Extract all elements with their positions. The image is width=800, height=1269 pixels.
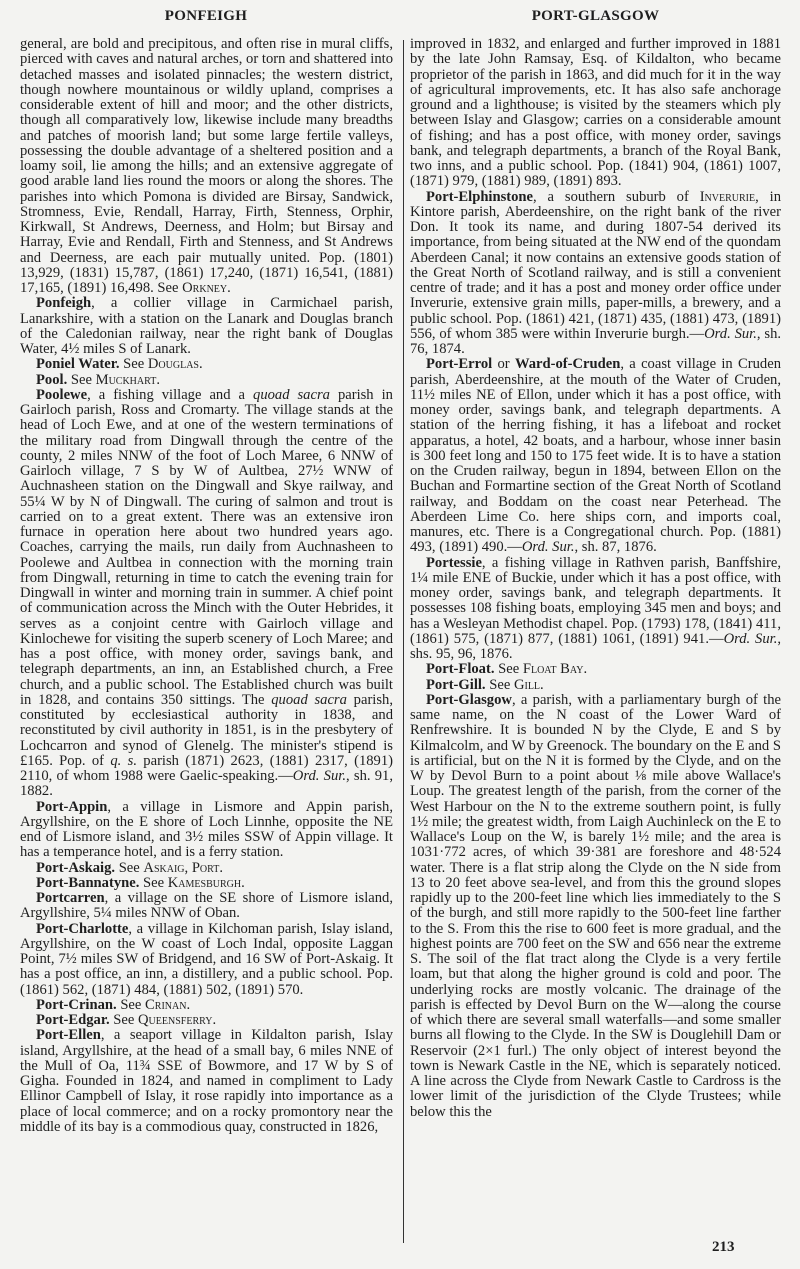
body-text: , a collier village in Carmichael parish, Lanarkshire, with a station on the Lanark and Douglas branch of the Caledonian railway, near the right bank of Douglas Water, 4½ miles S of Lanark. — [20, 295, 393, 357]
body-text: , in Kintore parish, Aberdeenshire, on the right bank of the river Don. It took its name, and during 1807-54 derived its importance, from being situated at the NW end of the quondam Aberdeen Canal; it now contains an extensive goods station of the Great North of Scotland railway, and is still a convenient centre of trade; and it has a post and money order office under Inverurie, extensive grain mills, paper-mills, a brewery, and a public school. Pop. (1861) 421, (1871) 435, (1881) 473, (1891) 556, of whom 385 were within Inverurie burgh.— — [410, 188, 781, 342]
body-text: , a fishing village in Rathven parish, Banffshire, 1¼ mile ENE of Buckie, under which it has a post office, with money order, savings bank, and telegraph departments. It possesses 108 fishing boats, employing 345 men and boys; and has a Wesleyan Methodist chapel. Pop. (1793) 178, (1841) 411, (1861) 575, (1871) 877, (1881) 1061, (1891) 941.— — [410, 554, 781, 647]
body-text: . — [156, 371, 160, 388]
body-text: , sh. 76, 1874. — [410, 325, 782, 357]
body-text: , a southern suburb of — [533, 188, 700, 205]
italic-text: quoad sacra — [271, 691, 347, 708]
cross-reference: Orkney — [182, 280, 228, 296]
body-text: , shs. 95, 96, 1876. — [410, 630, 782, 662]
column-divider — [403, 40, 404, 1243]
body-text: . — [199, 356, 203, 373]
body-text: parish (1871) 2623, (1881) 2317, (1891) 2110, of whom 1988 were Gaelic-speaking.— — [20, 752, 394, 784]
headword: Ponfeigh — [36, 295, 92, 312]
italic-text: Ord. Sur. — [292, 768, 346, 784]
italic-text: quoad sacra — [253, 386, 330, 403]
gazetteer-entry — [410, 37, 781, 190]
headword: Port-Elphinstone — [426, 188, 534, 205]
gazetteer-entry — [20, 296, 393, 357]
cross-reference: Queensferry — [138, 1012, 213, 1028]
running-head-right: PORT-GLASGOW — [531, 8, 660, 24]
headword: Port-Float. — [426, 661, 495, 678]
gazetteer-entry — [20, 891, 393, 922]
body-text: , a village in Kilchoman parish, Islay island, Argyllshire, on the W coast of Loch Indal, opposite Laggan Point, 7½ miles SW of Bridgend, and 16 SW of Port-Askaig. It has a post office, an inn, a distillery, and a public school. Pop. (1861) 562, (1871) 484, (1881) 502, (1891) 570. — [20, 920, 393, 998]
body-text: , a parish, with a parliamentary burgh of the same name, on the N coast of the Lower Ward of Renfrewshire. It is bounded N by the Clyde, E and S by Kilmalcolm, and W by Greenock. The boundary on the E and S is artificial, but on the N it is formed by the Clyde, and on the W by Devol Burn to a point about ⅛ mile above Wallace's Loup. The greatest length of the parish, from the corner of the West Harbour on the N to the extreme southern point, is fully 1½ mile; the greatest width, from Laigh Auchinleck on the E to Wallace's Loup on the W, is barely 1½ mile; and the area is 1031·772 acres, of which 39·381 are foreshore and 48·524 water. There is a flat strip along the Clyde on the N side from 13 to 20 feet above sea-level, and from this the ground slopes rapidly up to the 200-feet line which lies immediately to the S of the burgh, and still more rapidly to the 500-feet line farther to the S. From this the rise to 600 feet is more gradual, and the highest points are 700 feet on the SW and 656 near the extreme S. The soil of the flat tract along the Clyde is a very fertile loam, but that along the higher ground is cold and poor. The underlying rocks are mostly volcanic. The drainage of the parish is effected by Devol Burn on the W—along the course of which there are several small waterfalls—and some smaller burns all flowing to the Clyde. In the SW is Douglehill Dam or Reservoir (2×1 furl.) The only object of interest beyond the town is Newark Castle in the NE, which is separately noticed. A line across the Clyde from Newark Castle to Cardross is the lower limit of the jurisdiction of the Clyde Trustees; while below this the — [410, 691, 781, 1120]
gazetteer-entry — [20, 1028, 393, 1135]
body-text: See — [116, 996, 146, 1013]
gazetteer-entry — [410, 693, 781, 1120]
italic-text: Ord. Sur. — [723, 630, 778, 647]
body-text: See — [109, 1012, 139, 1028]
body-text: , a village on the SE shore of Lismore island, Argyllshire, 5¼ miles NNW of Oban. — [20, 890, 393, 922]
body-text: See — [119, 356, 148, 373]
cross-reference: Crinan — [145, 996, 187, 1013]
right-column — [410, 37, 781, 1120]
body-text: , a coast village in Cruden parish, Aberdeenshire, at the mouth of the Water of Cruden, 11½ miles NE of Ellon, under which it has a post office, with money order, savings bank, and telegraph departments. A station of the herring fishing, it has a lifeboat and rocket apparatus, a hotel, 42 boats, and a harbour, whose inner basin is 300 feet long and 150 to 175 feet wide. It is to have a station on the Cruden railway, begun in 1894, between Ellon on the Buchan and Formartine section of the Great North of Scotland railway, and Boddam on the coast near Peterhead. The Aberdeen Lime Co. here ships corn, and imports coal, manures, etc. There is a Congregational church. Pop. (1881) 493, (1891) 490.— — [410, 356, 781, 556]
running-head-left: PONFEIGH — [164, 8, 248, 24]
body-text: , a seaport village in Kildalton parish, Islay island, Argyllshire, at the head of a small bay, 6 miles NNE of the Mull of Oa, 11¾ SSE of Bowmore, and 17 W by S of Gigha. Founded in 1824, and named in compliment to Lady Ellinor Campbell of Islay, it rose rapidly into importance as a place of local commerce; and on a rocky promontory near the middle of its bay is a commodious quay, constructed in 1826, — [20, 1027, 393, 1135]
headword: Port-Glasgow — [426, 691, 512, 708]
italic-text: Ord. Sur. — [704, 325, 757, 342]
headword: Pool. — [36, 371, 68, 388]
headword: Port-Ellen — [36, 1027, 101, 1044]
headword: Port-Errol — [426, 356, 493, 373]
gazetteer-entry — [20, 861, 393, 876]
headword: Port-Appin — [36, 798, 108, 815]
headword: Portessie — [426, 554, 482, 571]
cross-reference: Float Bay — [522, 661, 584, 678]
gazetteer-entry — [410, 678, 781, 693]
gazetteer-entry — [20, 37, 393, 296]
body-text: , a village in Lismore and Appin parish, Argyllshire, on the E shore of Loch Linnhe, opposite the NE end of Lismore island, and 3½ miles SSW of Appin village. It has a temperance hotel, and is a ferry station. — [20, 798, 393, 861]
cross-reference: Douglas — [147, 356, 199, 373]
body-text: parish, constituted by ecclesiastical authority in 1838, and reconstituted by civil authority in 1851, is in the presbytery of Lochcarron and synod of Glenelg. The minister's stipend is £165. Pop. of — [20, 691, 393, 769]
italic-text: q. s. — [110, 752, 137, 769]
headword: Port-Gill. — [426, 676, 486, 693]
headword: Port-Charlotte — [36, 920, 129, 937]
body-text: See — [67, 371, 96, 388]
body-text: parish in Gairloch parish, Ross and Cromarty. The village stands at the head of Loch Ewe, and at one of the western terminations of the military road from Dingwall through the centre of the county, 2 miles NNW of the foot of Loch Maree, 6 NNW of Gairloch village, 7 S by W of Aultbea, 27½ WNW of Auchnasheen station on the Dingwall and Skye railway, and 55¼ W by N of Dingwall. The curing of salmon and trout is carried on to a great extent. There was an extensive iron furnace in operation here about two hundred years ago. Coaches, carrying the mails, run daily from Auchnasheen to Poolewe and Aultbea in connection with the morning train from Dingwall, returning in time to catch the evening train for Dingwall in winter and morning train in summer. A chief point of communication across the Minch with the Outer Hebrides, it serves as a conjoint centre with Gairloch village and Kinlochewe for visiting the superb scenery of Loch Maree; and has a post office, with money order, savings bank, and telegraph departments, an inn, an Established church, a Free church, and a public school. The Established church was built in 1828, and contains 350 sittings. The — [20, 386, 393, 708]
page-number: 213 — [712, 1239, 735, 1255]
gazetteer-entry — [20, 876, 393, 891]
headword: Port-Bannatyne. — [36, 874, 140, 891]
body-text: . — [540, 676, 544, 693]
body-text: or — [492, 356, 515, 373]
body-text: , sh. 91, 1882. — [20, 768, 394, 800]
headword: Poniel Water. — [36, 356, 120, 373]
gazetteer-entry — [410, 357, 781, 555]
body-text: . — [227, 280, 231, 296]
gazetteer-entry — [20, 1013, 393, 1028]
headword: Ward-of-Cruden — [514, 356, 621, 373]
body-text: See — [485, 676, 514, 693]
cross-reference: Gill — [513, 676, 541, 693]
gazetteer-entry — [20, 922, 393, 998]
body-text: . — [186, 996, 191, 1013]
gazetteer-entry — [20, 357, 393, 372]
headword: Portcarren — [36, 890, 105, 906]
cross-reference: Askaig, Port — [143, 859, 220, 876]
body-text: See — [139, 874, 168, 891]
italic-text: Ord. Sur. — [521, 539, 575, 556]
body-text: , a fishing village and a — [87, 386, 254, 403]
body-text: . — [212, 1012, 217, 1028]
gazetteer-entry — [410, 190, 781, 358]
body-text: . — [241, 874, 245, 891]
body-text: . — [219, 859, 223, 876]
body-text: See — [494, 661, 523, 678]
cross-reference: Inverurie — [699, 188, 756, 205]
cross-reference: Kamesburgh — [167, 874, 242, 891]
body-text: improved in 1832, and enlarged and further improved in 1881 by the late John Ramsay, Esq. of Kildalton, who became proprietor of the parish in 1863, and did much for it in the way of agricultural improvements, etc. It has also safe anchorage ground and a lighthouse; is visited by the steamers which ply between Islay and Glasgow; carries on a considerable amount of fishing; and has a post office, with money order, savings bank, and telegraph departments, a branch of the Royal Bank, two inns, and a public school. Pop. (1841) 904, (1861) 1007, (1871) 979, (1881) 989, (1891) 893. — [410, 36, 781, 190]
body-text: See — [115, 859, 144, 876]
gazetteer-entry — [410, 556, 781, 663]
left-column — [20, 37, 393, 1135]
headword: Port-Askaig. — [36, 859, 116, 876]
headword: Port-Crinan. — [36, 996, 117, 1013]
gazetteer-entry — [20, 998, 393, 1013]
gazetteer-entry — [410, 662, 781, 677]
gazetteer-entry — [20, 388, 393, 800]
gazetteer-entry — [20, 800, 393, 861]
body-text: , sh. 87, 1876. — [574, 539, 657, 556]
gazetteer-entry — [20, 373, 393, 388]
headword: Poolewe — [36, 386, 88, 403]
body-text: general, are bold and precipitous, and often rise in mural cliffs, pierced with caves and natural arches, or torn and shattered into detached masses and isolated pinnacles; the western district, though nowhere mountainous or wildly upland, comprises a considerable extent of hill and moor; and the other districts, though all comparatively low, likewise include many breadths and patches of moorish land; but some large fertile valleys, possessing the double advantage of a sheltered position and a loamy soil, lie among the hills; and an extensive aggregate of good arable land lies round the moors or along the shores. The parishes into which Pomona is divided are Birsay, Sandwick, Stromness, Evie, Rendall, Harray, Firth, Stenness, Orphir, Kirkwall, St Andrews, Deerness, and Holm; but Birsay and Harray, Evie and Rendall, Firth and Stenness, and St Andrews and Deerness, are each pair mutually united. Pop. (1801) 13,929, (1831) 15,787, (1861) 17,240, (1871) 16,541, (1881) 17,165, (1891) 16,498. See — [20, 36, 393, 296]
cross-reference: Muckhart — [95, 371, 157, 388]
headword: Port-Edgar. — [36, 1012, 110, 1028]
body-text: . — [583, 661, 588, 678]
